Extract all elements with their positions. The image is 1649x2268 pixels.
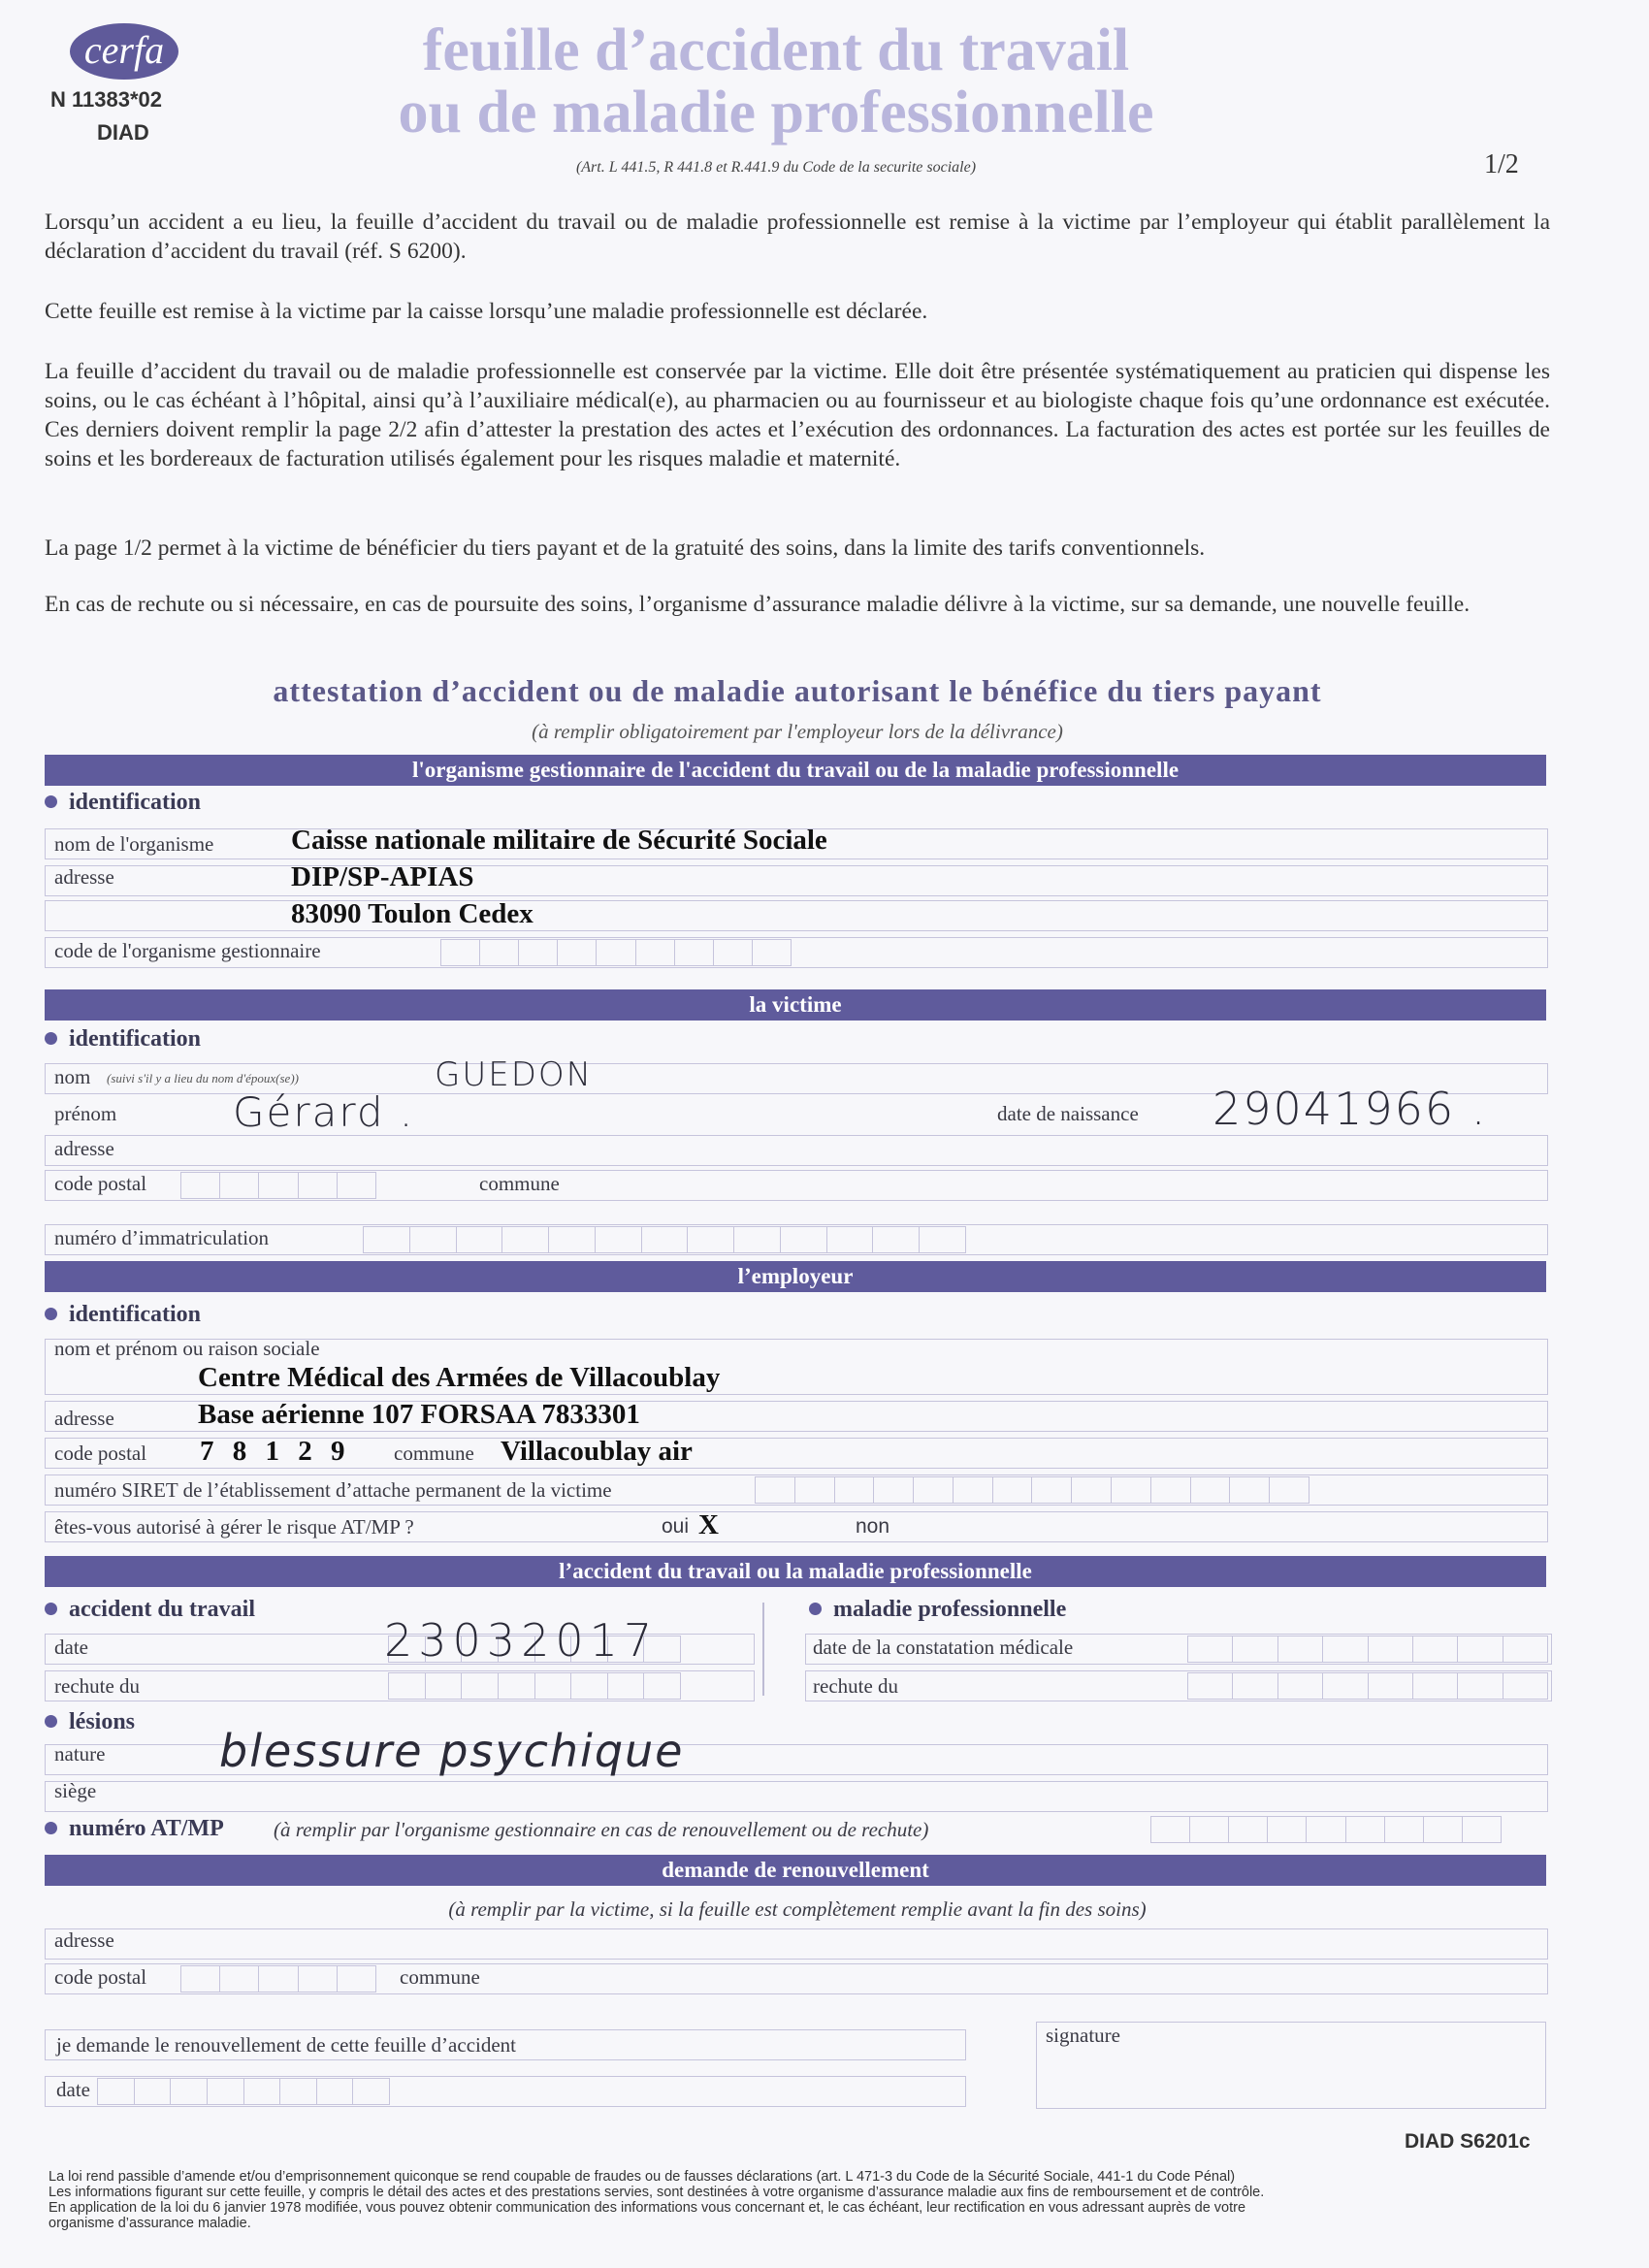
renouvellement-cp-label: code postal bbox=[54, 1965, 147, 1989]
mp-rechute-label: rechute du bbox=[813, 1674, 899, 1698]
numero-atmp-note: (à remplir par l'organisme gestionnaire en cas de renouvellement ou de rechute) bbox=[274, 1818, 929, 1841]
maladie-pro-heading: maladie professionnelle bbox=[809, 1597, 1066, 1623]
at-rechute-field[interactable] bbox=[388, 1672, 681, 1700]
nature-label: nature bbox=[54, 1742, 106, 1766]
form-title bbox=[291, 19, 1261, 144]
siege-label: siège bbox=[54, 1779, 97, 1802]
victime-cp-field[interactable] bbox=[180, 1172, 376, 1199]
employeur-adresse-value: Base aérienne 107 FORSAA 7833301 bbox=[198, 1399, 640, 1430]
organisme-adresse-label: adresse bbox=[54, 865, 114, 889]
victime-nom-value: GUEDON bbox=[435, 1055, 594, 1094]
legal-footer-line3: En application de la loi du 6 janvier 1978 modifiée, vous pouvez obtenir communication des informations vous concernant et, le cas échéant, leur rectification en vous adressant auprès de votre bbox=[48, 2200, 1246, 2216]
intro-paragraph-2: Cette feuille est remise à la victime par la caisse lorsqu’une maladie professionnelle est déclarée. bbox=[45, 299, 928, 324]
organisme-adresse-row-2[interactable] bbox=[45, 900, 1548, 931]
section-band-organisme: l'organisme gestionnaire de l'accident du travail ou de la maladie professionnelle bbox=[45, 755, 1546, 786]
section-band-accident: l’accident du travail ou la maladie professionnelle bbox=[45, 1556, 1546, 1587]
renouvellement-demande-label: je demande le renouvellement de cette feuille d’accident bbox=[56, 2033, 517, 2057]
victime-naissance-value: 29041966 . bbox=[1212, 1083, 1488, 1135]
bullet-icon bbox=[809, 1603, 822, 1615]
employeur-cp-label: code postal bbox=[54, 1442, 147, 1465]
legal-footer-line4: organisme d’assurance maladie. bbox=[48, 2216, 251, 2231]
legal-reference: (Art. L 441.5, R 441.8 et R.441.9 du Code de la securite sociale) bbox=[575, 159, 977, 176]
form-title-line2: ou de maladie professionnelle bbox=[398, 80, 1154, 146]
renouvellement-adresse-label: adresse bbox=[54, 1928, 114, 1952]
employeur-nom-label: nom et prénom ou raison sociale bbox=[54, 1337, 320, 1360]
renouvellement-date-label: date bbox=[56, 2078, 90, 2101]
mp-date-label: date de la constatation médicale bbox=[813, 1636, 1074, 1659]
attestation-subtitle: (à remplir obligatoirement par l'employeur lors de la délivrance) bbox=[532, 720, 1063, 743]
employeur-siret-field[interactable] bbox=[755, 1476, 1310, 1504]
form-code: DIAD bbox=[97, 120, 149, 145]
cerfa-logo: cerfa bbox=[70, 23, 178, 80]
intro-paragraph-4: La page 1/2 permet à la victime de bénéficier du tiers payant et de la gratuité des soins, dans la limite des tarifs conventionnels. bbox=[45, 535, 1206, 561]
form-title-line1: feuille d’accident du travail bbox=[422, 17, 1130, 83]
organisme-nom-value: Caisse nationale militaire de Sécurité Sociale bbox=[291, 825, 827, 856]
victime-naissance-label: date de naissance bbox=[997, 1102, 1139, 1125]
bullet-icon bbox=[45, 1032, 57, 1045]
organisme-nom-label: nom de l'organisme bbox=[54, 832, 214, 856]
victime-immat-field[interactable] bbox=[363, 1226, 966, 1253]
page-number: 1/2 bbox=[1484, 149, 1519, 179]
attestation-title: attestation d’accident ou de maladie autorisant le bénéfice du tiers payant bbox=[273, 673, 1322, 708]
lesions-heading: lésions bbox=[45, 1709, 135, 1735]
signature-label: signature bbox=[1046, 2024, 1120, 2047]
victime-nom-note: (suivi s'il y a lieu du nom d'époux(se)) bbox=[107, 1071, 299, 1085]
intro-paragraph-1: Lorsqu’un accident a eu lieu, la feuille d’accident du travail ou de maladie professionnelle est remise à la victime par l’employeur qui établit parallèlement la déclaration d’accident du travail (réf. S 6200). bbox=[45, 210, 1550, 264]
intro-paragraph-3: La feuille d’accident du travail ou de maladie professionnelle est conservée par la victime. Elle doit être présentée systématiquement au praticien qui dispense les soins, ou le cas échéant à l’hôpital, ainsi qu’à l’auxiliaire médical(e), au pharmacien ou au fournisseur et au biologiste chaque fois qu’une ordonnance est exécutée. Ces derniers doivent remplir la page 2/2 afin d’attester la prestation des actes et l’exécution des ordonnances. La facturation des actes est portée sur les feuilles de soins et les bordereaux de facturation utilisés également pour les risques maladie et maternité. bbox=[45, 359, 1550, 471]
renouvellement-date-field[interactable] bbox=[97, 2078, 390, 2105]
siege-row[interactable] bbox=[45, 1781, 1548, 1812]
mp-date-field[interactable] bbox=[1187, 1636, 1548, 1663]
victime-cp-label: code postal bbox=[54, 1172, 147, 1195]
column-divider bbox=[762, 1603, 764, 1696]
victime-prenom-value: Gérard . bbox=[233, 1088, 415, 1136]
organisme-code-label: code de l'organisme gestionnaire bbox=[54, 939, 321, 962]
organisme-adresse-line1: DIP/SP-APIAS bbox=[291, 861, 474, 892]
intro-paragraph-5: En cas de rechute ou si nécessaire, en cas de poursuite des soins, l’organisme d’assurance maladie délivre à la victime, sur sa demande, une nouvelle feuille. bbox=[45, 592, 1471, 617]
legal-footer bbox=[48, 2169, 1600, 2231]
employeur-siret-label: numéro SIRET de l’établissement d’attache permanent de la victime bbox=[54, 1478, 612, 1502]
bullet-icon bbox=[45, 795, 57, 808]
at-date-value: 23032017 bbox=[384, 1614, 659, 1667]
victime-prenom-label: prénom bbox=[54, 1102, 117, 1125]
numero-atmp-heading: numéro AT/MP bbox=[45, 1816, 224, 1842]
accident-travail-heading: accident du travail bbox=[45, 1597, 255, 1623]
employeur-atmp-label: êtes-vous autorisé à gérer le risque AT/MP ? bbox=[54, 1515, 414, 1539]
victime-immat-label: numéro d’immatriculation bbox=[54, 1226, 270, 1249]
victime-adresse-row[interactable] bbox=[45, 1135, 1548, 1166]
employeur-oui-checkbox[interactable]: X bbox=[698, 1509, 719, 1540]
nature-value: blessure psychique bbox=[219, 1725, 685, 1777]
employeur-oui-label: oui bbox=[662, 1515, 690, 1538]
employeur-identification-heading: identification bbox=[45, 1302, 201, 1328]
bullet-icon bbox=[45, 1603, 57, 1615]
renouvellement-adresse-row[interactable] bbox=[45, 1928, 1548, 1960]
form-reference-code: DIAD S6201c bbox=[1405, 2130, 1531, 2153]
employeur-nom-value: Centre Médical des Armées de Villacoublay bbox=[198, 1362, 721, 1393]
bullet-icon bbox=[45, 1822, 57, 1834]
victime-identification-heading: identification bbox=[45, 1026, 201, 1053]
renouvellement-note: (à remplir par la victime, si la feuille est complètement remplie avant la fin des soins) bbox=[448, 1897, 1147, 1921]
section-band-renouvellement: demande de renouvellement bbox=[45, 1855, 1546, 1886]
victime-nom-label: nom bbox=[54, 1065, 91, 1088]
employeur-adresse-label: adresse bbox=[54, 1407, 114, 1430]
bullet-icon bbox=[45, 1308, 57, 1320]
at-rechute-label: rechute du bbox=[54, 1674, 141, 1698]
organisme-code-field[interactable] bbox=[440, 939, 792, 966]
employeur-commune-value: Villacoublay air bbox=[501, 1436, 693, 1467]
legal-footer-line1: La loi rend passible d’amende et/ou d’emprisonnement quiconque se rend coupable de fraudes ou de fausses déclarations (art. L 471-3 du Code de la Sécurité Sociale, 441-1 du Code Pénal) bbox=[48, 2169, 1236, 2185]
bullet-icon bbox=[45, 1715, 57, 1728]
section-band-victime: la victime bbox=[45, 989, 1546, 1021]
employeur-cp-value: 7 8 1 2 9 bbox=[200, 1436, 351, 1467]
renouvellement-cp-field[interactable] bbox=[180, 1965, 376, 1993]
victime-adresse-label: adresse bbox=[54, 1137, 114, 1160]
victime-commune-label: commune bbox=[479, 1172, 560, 1195]
mp-rechute-field[interactable] bbox=[1187, 1672, 1548, 1700]
legal-footer-line2: Les informations figurant sur cette feuille, y compris le détail des actes et des prestations servies, sont destinées à votre organisme d’assurance maladie aux fins de remboursement et de contrôle. bbox=[48, 2185, 1265, 2200]
numero-atmp-field[interactable] bbox=[1150, 1816, 1502, 1843]
at-date-label: date bbox=[54, 1636, 88, 1659]
section-band-employeur: l’employeur bbox=[45, 1261, 1546, 1292]
employeur-commune-label: commune bbox=[394, 1442, 474, 1465]
renouvellement-commune-label: commune bbox=[400, 1965, 480, 1989]
organisme-adresse-row-1[interactable] bbox=[45, 865, 1548, 896]
organisme-identification-heading: identification bbox=[45, 790, 201, 816]
employeur-non-label[interactable]: non bbox=[856, 1515, 890, 1538]
organisme-adresse-line2: 83090 Toulon Cedex bbox=[291, 898, 534, 929]
form-number: N 11383*02 bbox=[50, 87, 162, 112]
